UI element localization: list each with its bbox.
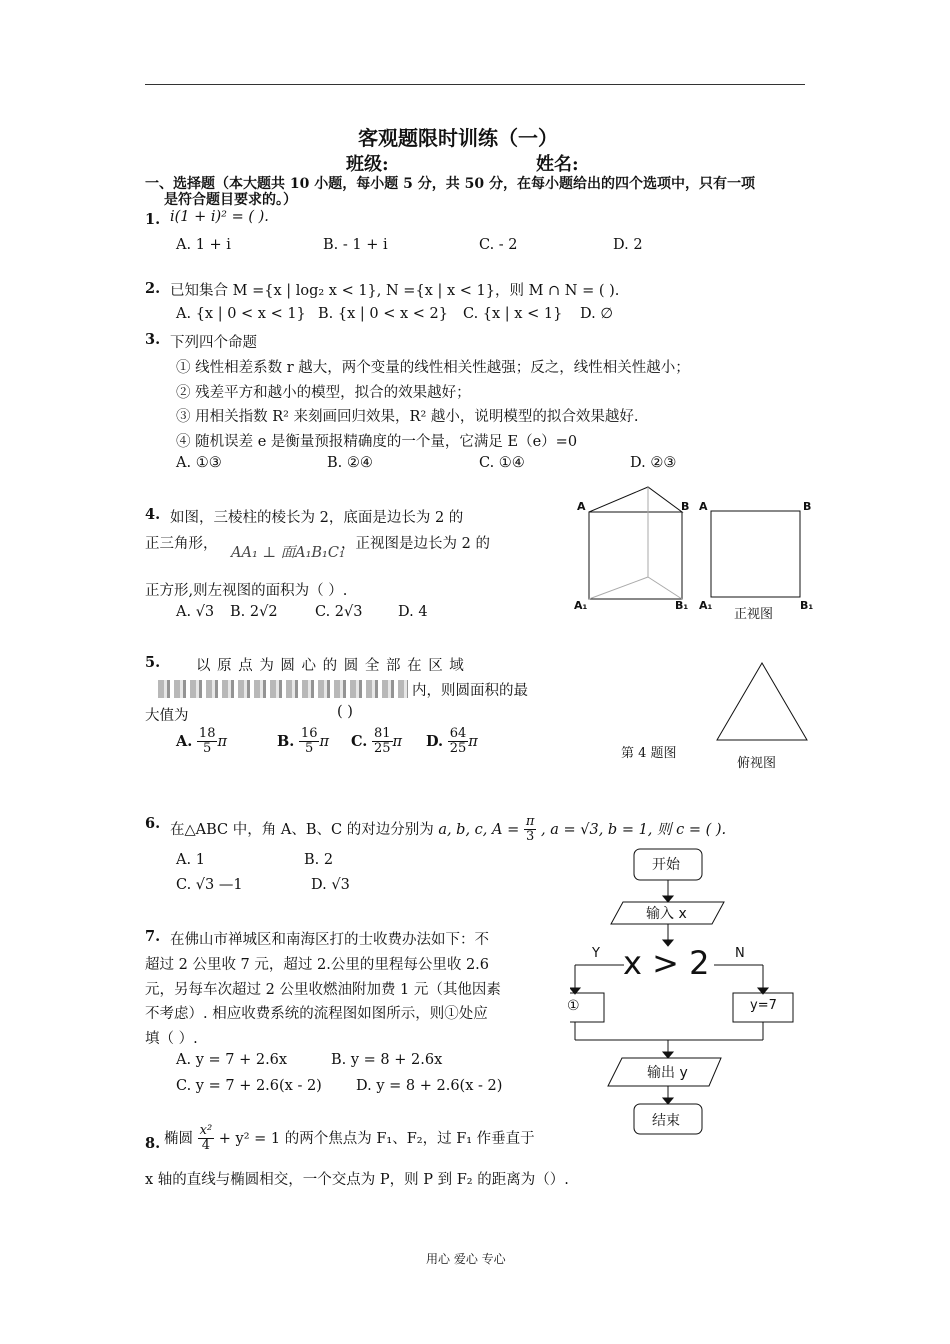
q7-line5: 填（ ）. [145,1031,198,1047]
q3-option-a: A. ①③ [176,455,222,471]
q4-option-b: B. 2√2 [230,604,278,620]
flow-condition: x > 2 [623,944,710,982]
q1-option-d: D. 2 [613,237,643,253]
q3-item-2: ② 残差平方和越小的模型，拟合的效果越好； [176,385,471,401]
q1-option-b: B. - 1 + i [323,237,388,253]
flow-right-box-label: y=7 [750,998,777,1013]
q7-line4: 不考虑）. 相应收费系统的流程图如图所示，则①处应 [145,1006,488,1022]
fig-label-a1: A₁ [574,599,588,612]
q1-number: 1. [145,211,161,228]
header-rule [145,84,805,85]
q2-option-c: C. {x | x < 1} [463,306,563,322]
q1-option-c: C. - 2 [479,237,518,253]
q5-line1: 以 原 点 为 圆 心 的 圆 全 部 在 区 域 [196,658,465,674]
q5-option-a: A. $\frac{18}{5}$ π [176,726,227,757]
q7-line3: 元，另每车次超过 2 公里收燃油附加费 1 元（其他因素 [145,982,501,998]
fig-label-b-front: B [803,500,812,513]
q8-number: 8. [145,1135,161,1152]
q3-item-3: ③ 用相关指数 R² 来刻画回归效果，R² 越小，说明模型的拟合效果越好. [176,409,639,425]
q5-option-d: D. $\frac{64}{25}$ π [426,726,478,757]
flow-yes-label: Y [592,946,600,961]
page-footer: 用心 爱心 专心 [426,1252,506,1266]
q1-stem: i(1 + i)² = ( ). [170,209,269,225]
q4-option-a: A. √3 [176,604,215,620]
q2-option-a: A. {x | 0 < x < 1} [176,306,306,322]
fig-label-b: B [681,500,690,513]
q7-line1: 在佛山市禅城区和南海区打的士收费办法如下：不 [170,932,489,948]
front-view-caption: 正视图 [734,607,774,622]
q7-line2: 超过 2 公里收 7 元，超过 2.公里的里程每公里收 2.6 [145,957,489,973]
q8-stem: 椭圆 $\frac{\text{x²}}{4}$ + y² = 1 的两个焦点为 F₁、F₂，过 F₁ 作垂直于 [164,1123,535,1154]
fig-label-b1-front: B₁ [800,599,814,612]
q7-number: 7. [145,928,161,945]
prism-drawing [589,487,682,599]
q3-option-c: C. ①④ [479,455,525,471]
class-label: 班级: [346,154,389,175]
q3-option-d: D. ②③ [630,455,677,471]
q7-option-b: B. y = 8 + 2.6x [331,1052,443,1068]
q3-number: 3. [145,331,161,348]
q4-figure [570,482,820,772]
q5-option-c: C. $\frac{81}{25}$ π [351,726,403,757]
q4-line2b: ，正视图是边长为 2 的 [341,536,490,552]
q7-flowchart [570,840,810,1140]
q8-line2: x 轴的直线与椭圆相交，一个交点为 P，则 P 到 F₂ 的距离为（）. [145,1172,569,1188]
q6-option-b: B. 2 [304,852,334,868]
q2-number: 2. [145,280,161,297]
q1-option-a: A. 1 + i [176,237,231,253]
q5-line3: 大值为 [145,708,189,724]
q4-line2a: 正三角形， [145,536,218,552]
q2-option-b: B. {x | 0 < x < 2} [318,306,448,322]
q4-line3: 正方形,则左视图的面积为（ ）. [145,583,348,599]
q7-option-c: C. y = 7 + 2.6(x - 2) [176,1078,322,1094]
name-label: 姓名: [536,154,579,175]
flow-start-label: 开始 [652,857,680,873]
q6-option-a: A. 1 [176,852,205,868]
q6-stem: 在△ABC 中，角 A、B、C 的对边分别为 a, b, c, A = $\frac{\pi}{3}$ , a = √3, b = 1, 则 c = ( ). [170,814,727,845]
q3-item-4: ④ 随机误差 e 是衡量预报精确度的一个量，它满足 E（e）=0 [176,434,578,450]
q5-number: 5. [145,654,161,671]
q5-region-formula [158,678,408,698]
q4-figure-caption: 第 4 题图 [621,746,677,761]
top-view-triangle [717,663,807,740]
q2-option-d: D. ∅ [580,306,613,322]
fig-label-a-front: A [699,500,708,513]
q4-number: 4. [145,506,161,523]
q4-option-c: C. 2√3 [315,604,363,620]
q3-option-b: B. ②④ [327,455,373,471]
fig-label-a: A [577,500,586,513]
q4-option-d: D. 4 [398,604,428,620]
q3-stem: 下列四个命题 [170,335,257,351]
q4-line2-math: AA₁ ⊥ 面A₁B₁C₁ [231,545,345,561]
page-title: 客观题限时训练（一） [358,126,558,150]
flow-input-label: 输入 x [646,906,687,922]
q7-option-a: A. y = 7 + 2.6x [176,1052,288,1068]
q6-option-d: D. √3 [311,877,350,893]
section-heading-line1: 一、选择题（本大题共 10 小题，每小题 5 分，共 50 分，在每小题给出的四个选项中，只有一项 [145,176,755,192]
q6-number: 6. [145,815,161,832]
q4-line1: 如图，三棱柱的棱长为 2，底面是边长为 2 的 [170,510,464,526]
q3-item-1: ① 线性相差系数 r 越大，两个变量的线性相关性越强；反之，线性相关性越小； [176,360,690,376]
top-view-caption: 俯视图 [737,756,777,771]
flow-left-box-label: ① [567,998,580,1014]
q5-line2: 内，则圆面积的最 [412,683,528,699]
flow-output-label: 输出 y [647,1065,688,1081]
q2-stem: 已知集合 M ={x | log₂ x < 1}, N ={x | x < 1}，则 M ∩ N = ( ). [170,283,620,299]
fig-label-a1-front: A₁ [699,599,713,612]
q6-option-c: C. √3 —1 [176,877,243,893]
flow-no-label: N [735,946,745,961]
q5-option-b: B. $\frac{16}{5}$ π [277,726,329,757]
front-view-square [711,511,800,597]
flow-end-label: 结束 [652,1113,680,1129]
fig-label-b1: B₁ [675,599,689,612]
section-heading-line2: 是符合题目要求的。） [164,192,297,208]
q5-paren: ( ) [337,704,353,720]
q7-option-d: D. y = 8 + 2.6(x - 2) [356,1078,503,1094]
